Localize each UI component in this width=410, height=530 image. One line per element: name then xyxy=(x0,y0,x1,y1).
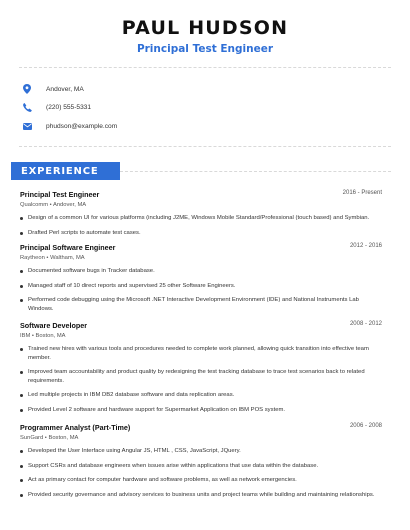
job-title: Principal Test Engineer xyxy=(20,190,100,199)
contact-location xyxy=(22,84,84,94)
job-company: IBM • Boston, MA xyxy=(20,333,66,339)
experience-heading-bar xyxy=(11,162,120,180)
job-bullet: Act as primary contact for computer hardware and software problems, as well as network emergencies. xyxy=(20,476,382,485)
job-bullet: Documented software bugs in Tracker database. xyxy=(20,267,382,276)
job-entry xyxy=(20,243,382,313)
job-entry xyxy=(20,190,382,237)
job-title: Programmer Analyst (Part-Time) xyxy=(20,423,131,432)
job-bullets xyxy=(20,447,382,499)
job-dates: 2006 - 2008 xyxy=(349,423,382,429)
job-bullet: Managed staff of 10 direct reports and supervised 25 other Software Engineers. xyxy=(20,282,382,291)
job-entry xyxy=(20,321,382,415)
job-dates: 2008 - 2012 xyxy=(349,321,382,327)
job-bullet: Provided security governance and advisory services to business units and project teams while building and maintaining relationships. xyxy=(20,491,382,500)
job-title: Software Developer xyxy=(20,321,88,330)
experience-heading: EXPERIENCE xyxy=(21,165,99,177)
job-bullet: Performed code debugging using the Microsoft .NET Interactive Development Environment (IDE) and National Instruments Lab Windows. xyxy=(20,296,382,313)
candidate-role: Principal Test Engineer xyxy=(136,43,274,55)
job-bullet: Developed the User Interface using Angular JS, HTML , CSS, JavaScript, JQuery. xyxy=(20,447,382,456)
job-bullet: Provided Level 2 software and hardware support for Supermarket Application on IBM POS system. xyxy=(20,406,382,415)
job-bullet: Design of a common UI for various platforms (including J2ME, Windows Mobile Standard/Professional (touch based) and Symbian. xyxy=(20,214,382,223)
header-divider xyxy=(19,67,391,68)
job-entry xyxy=(20,423,382,499)
phone-text: (220) 555-5331 xyxy=(46,103,92,111)
job-bullet: Drafted Perl scripts to automate test cases. xyxy=(20,229,382,238)
job-bullets xyxy=(20,267,382,313)
job-bullet: Led multiple projects in IBM DB2 database software and data replication areas. xyxy=(20,391,382,400)
contact-phone xyxy=(22,102,91,112)
resume-header xyxy=(0,0,410,55)
job-dates: 2016 - Present xyxy=(342,190,382,196)
section-divider xyxy=(120,171,391,172)
job-title: Principal Software Engineer xyxy=(20,243,116,252)
job-bullets xyxy=(20,214,382,237)
contact-divider xyxy=(19,146,391,147)
job-company: Raytheon • Waltham, MA xyxy=(20,255,85,261)
job-company: SunGard • Boston, MA xyxy=(20,435,79,441)
location-text: Andover, MA xyxy=(46,85,84,93)
envelope-icon xyxy=(22,121,32,131)
phone-icon xyxy=(22,102,32,112)
job-company: Qualcomm • Andover, MA xyxy=(20,202,87,208)
job-dates: 2012 - 2016 xyxy=(349,243,382,249)
job-bullet: Support CSRs and database engineers when issues arise within applications that use data within the database. xyxy=(20,462,382,471)
email-text[interactable]: phudson@example.com xyxy=(46,122,118,130)
job-bullets xyxy=(20,345,382,415)
job-bullet: Improved team accountability and product quality by redesigning the test tracking database to trace test scenarios back to related requirements. xyxy=(20,368,382,385)
candidate-name: PAUL HUDSON xyxy=(121,17,289,39)
job-bullet: Trained new hires with various tools and procedures needed to complete work planned, allowing quick transition into effective team member. xyxy=(20,345,382,362)
map-pin-icon xyxy=(22,84,32,94)
contact-email xyxy=(22,121,117,131)
